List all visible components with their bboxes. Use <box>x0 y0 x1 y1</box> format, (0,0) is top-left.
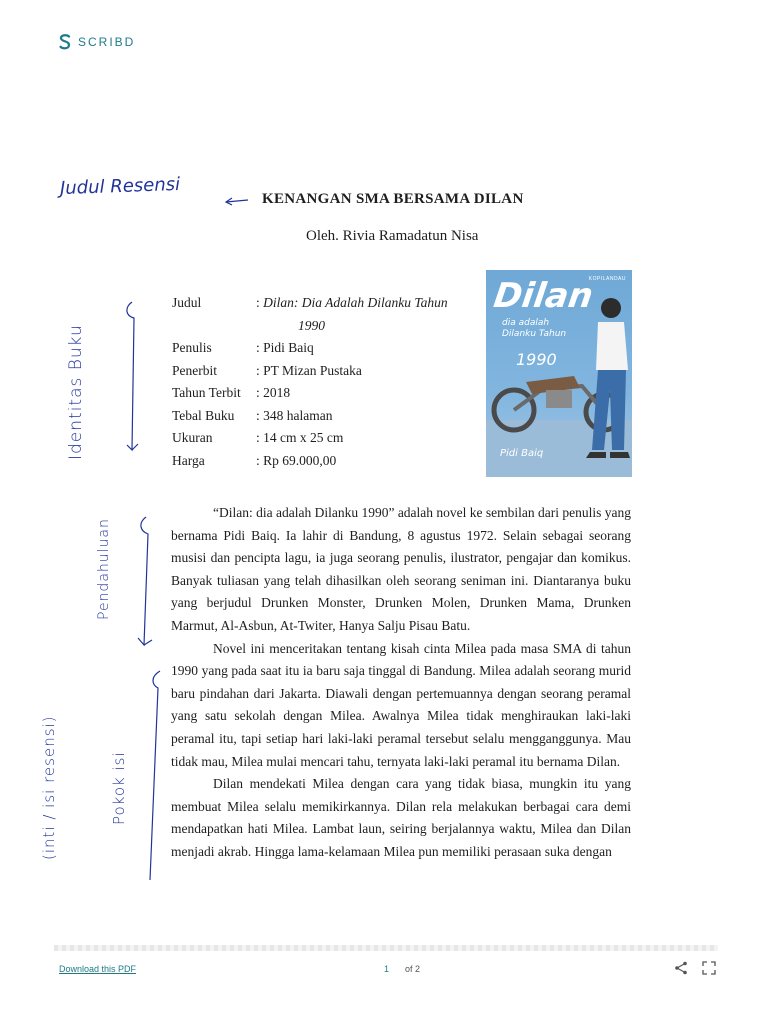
fullscreen-icon[interactable] <box>702 961 716 975</box>
scribd-logo-icon <box>58 33 72 51</box>
share-icon[interactable] <box>674 961 688 975</box>
download-pdf-link[interactable]: Download this PDF <box>59 964 137 974</box>
title-arrow-head <box>226 198 232 205</box>
info-value: : 348 halaman <box>256 407 333 423</box>
info-book-title: Dilan: Dia Adalah Dilanku Tahun <box>263 295 448 310</box>
annotation-pokok-isi: Pokok isi <box>110 751 128 825</box>
cover-title: Dilan <box>491 276 596 316</box>
review-body <box>171 502 631 864</box>
info-label: Harga <box>172 452 205 468</box>
pokok-isi-bracket <box>150 671 160 880</box>
info-row-harga <box>172 450 486 473</box>
top-bar <box>0 0 768 80</box>
info-label: Penerbit <box>172 362 217 378</box>
document-title: KENANGAN SMA BERSAMA DILAN <box>262 191 524 207</box>
cover-year: 1990 <box>516 350 557 369</box>
page-indicator <box>384 964 420 974</box>
info-label: Judul <box>172 295 202 310</box>
bottom-toolbar <box>0 955 768 985</box>
info-row-judul <box>172 292 486 337</box>
document-page <box>0 80 768 950</box>
info-label: Tahun Terbit <box>172 385 241 400</box>
cover-author: Pidi Baiq <box>500 448 544 459</box>
annotation-pendahuluan: Pendahuluan <box>96 518 112 620</box>
info-value <box>256 292 486 337</box>
scribd-logo[interactable] <box>58 33 135 51</box>
info-row-tahun-terbit <box>172 382 486 405</box>
info-label: Penulis <box>172 340 212 355</box>
info-row-penulis <box>172 337 486 360</box>
info-value: : Rp 69.000,00 <box>256 452 337 468</box>
info-label: Ukuran <box>172 430 213 445</box>
identitas-bracket <box>127 302 138 450</box>
info-value: : PT Mizan Pustaka <box>256 362 362 378</box>
info-value: : 2018 <box>256 385 291 400</box>
paragraph-1: “Dilan: dia adalah Dilanku 1990” adalah novel ke sembilan dari penulis yang bernama Pidi Baiq. Ia lahir di Bandung, 8 agustus 1972. Selain sebagai seorang musisi dan pencipta lagu, ia juga seorang penulis, ilustrator, pengajar dan komikus. Banyak tuliasan yang telah dihasilkan oleh seorang seniman ini. Diantaranya buku yang berjudul Drunken Monster, Drunken Molen, Drunken Mama, Drunken Marmut, Al-Asbun, At-Twiter, Hanya Salju Pisau Batu. <box>171 505 631 633</box>
info-value: : 14 cm x 25 cm <box>256 430 344 445</box>
page-current[interactable]: 1 <box>384 964 390 974</box>
brand-name: SCRIBD <box>78 35 136 49</box>
info-row-ukuran <box>172 427 486 450</box>
pendahuluan-bracket <box>138 517 152 645</box>
page-scroll-strip[interactable] <box>54 945 718 951</box>
info-row-penerbit <box>172 360 486 383</box>
info-book-title-cont: 1990 <box>298 317 325 333</box>
book-identity <box>172 292 486 472</box>
cover-publisher: KOPILANDAU <box>588 276 626 282</box>
title-arrow-mark <box>226 200 248 202</box>
annotation-inti-isi-resensi: (inti / isi resensi) <box>40 715 58 860</box>
paragraph-2: Novel ini menceritakan tentang kisah cinta Milea pada masa SMA di tahun 1990 yang pada saat itu ia baru saja tinggal di Bandung. Milea adalah seorang murid baru pindahan dari Jakarta. Diawali dengan pertemuannya dengan seorang peramal yang satu sekolah dengan Milea. Awalnya Milea tidak menghiraukan laki-laki peramal itu, tapi setiap hari laki-laki peramal tersebut selalu mengganggunya. Mau tidak mau, Milea mulai mencari tahu, ternyata laki-laki peramal itu bernama Dilan. <box>171 640 631 769</box>
info-colon: : <box>256 295 260 310</box>
cover-subtitle: dia adalah Dilanku Tahun <box>502 318 567 339</box>
page-total: of 2 <box>405 964 421 974</box>
document-author: Oleh. Rivia Ramadatun Nisa <box>306 228 479 244</box>
info-value: : Pidi Baiq <box>256 340 314 355</box>
info-row-tebal-buku <box>172 405 486 428</box>
paragraph-3: Dilan mendekati Milea dengan cara yang tidak biasa, mungkin itu yang membuat Milea selalu memikirkannya. Dilan rela melakukan berbagai cara demi mendapatkan hati Milea. Lambat laun, seiring berjalannya waktu, Milea dan Dilan menjadi akrab. Hingga lama-kelamaan Milea pun memiliki perasaan suka dengan <box>171 776 631 859</box>
book-cover-image <box>486 270 632 477</box>
info-label: Tebal Buku <box>172 407 235 423</box>
annotation-identitas-buku: Identitas Buku <box>66 324 86 460</box>
annotation-judul-resensi: Judul Resensi <box>59 173 181 200</box>
